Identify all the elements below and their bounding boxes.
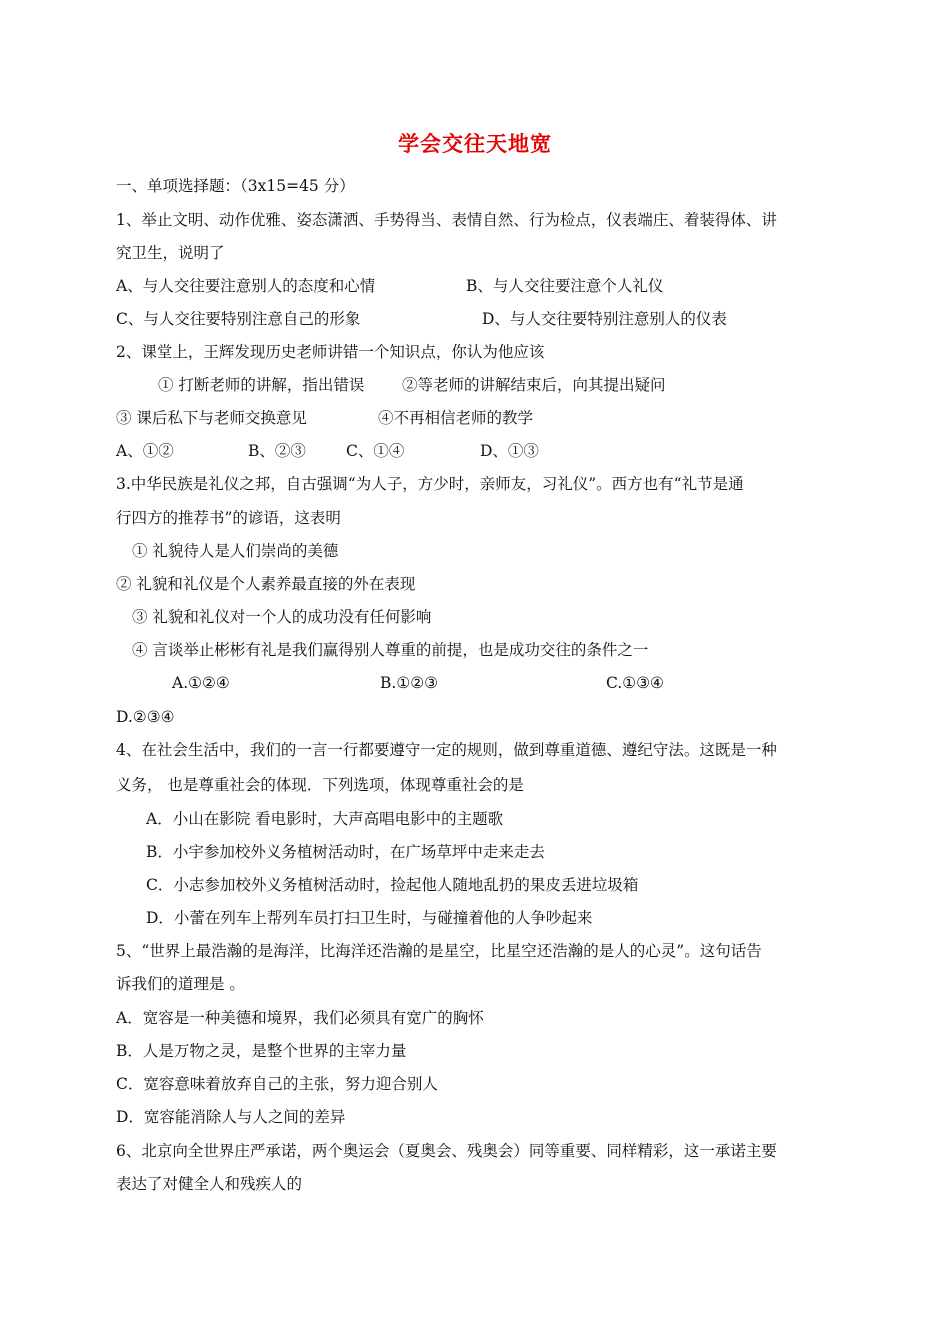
q4-option-c: C．小志参加校外义务植树活动时，捡起他人随地乱扔的果皮丢进垃圾箱 bbox=[146, 876, 639, 894]
q2-option-c: C、①④ bbox=[346, 442, 405, 460]
q4-option-b: B．小宇参加校外义务植树活动时，在广场草坪中走来走去 bbox=[146, 843, 545, 861]
q2-statement-3: ③ 课后私下与老师交换意见 bbox=[116, 409, 307, 427]
q4-option-d: D．小蕾在列车上帮列车员打扫卫生时，与碰撞着他的人争吵起来 bbox=[146, 909, 593, 927]
q2-option-a: A、①② bbox=[116, 442, 174, 460]
q5-option-a: A．宽容是一种美德和境界，我们必须具有宽广的胸怀 bbox=[116, 1009, 484, 1027]
q4-option-a: A．小山在影院 看电影时，大声高唱电影中的主题歌 bbox=[146, 810, 504, 828]
q3-option-c: C.①③④ bbox=[606, 674, 664, 692]
q2-statement-1: ① 打断老师的讲解，指出错误 bbox=[158, 376, 365, 394]
q2-option-d: D、①③ bbox=[480, 442, 539, 460]
q3-stem-line2: 行四方的推荐书”的谚语，这表明 bbox=[116, 509, 341, 527]
q5-stem-line1: 5、“世界上最浩瀚的是海洋，比海洋还浩瀚的是星空，比星空还浩瀚的是人的心灵”。这句话告 bbox=[116, 942, 762, 960]
q1-option-c: C、与人交往要特别注意自己的形象 bbox=[116, 310, 361, 328]
q5-option-c: C．宽容意味着放弃自己的主张，努力迎合别人 bbox=[116, 1075, 438, 1093]
q3-option-d: D.②③④ bbox=[116, 708, 175, 726]
q4-stem-line2: 义务， 也是尊重社会的体现．下列选项，体现尊重社会的是 bbox=[116, 776, 524, 794]
q2-option-b: B、②③ bbox=[248, 442, 306, 460]
q1-option-a: A、与人交往要注意别人的态度和心情 bbox=[116, 277, 376, 295]
q3-option-b: B.①②③ bbox=[380, 674, 439, 692]
q3-statement-3: ③ 礼貌和礼仪对一个人的成功没有任何影响 bbox=[132, 608, 432, 626]
q6-stem-line2: 表达了对健全人和残疾人的 bbox=[116, 1175, 303, 1193]
q2-statement-2: ②等老师的讲解结束后，向其提出疑问 bbox=[402, 376, 666, 394]
q3-statement-4: ④ 言谈举止彬彬有礼是我们赢得别人尊重的前提，也是成功交往的条件之一 bbox=[132, 641, 649, 659]
q4-stem-line1: 4、在社会生活中，我们的一言一行都要遵守一定的规则，做到尊重道德、遵纪守法。这既是一种 bbox=[116, 741, 777, 759]
q3-option-a: A.①②④ bbox=[172, 674, 230, 692]
q1-stem-line1: 1、举止文明、动作优雅、姿态潇洒、手势得当、表情自然、行为检点，仪表端庄、着装得体、讲 bbox=[116, 211, 777, 229]
q5-option-b: B．人是万物之灵，是整个世界的主宰力量 bbox=[116, 1042, 407, 1060]
q2-stem: 2、课堂上，王辉发现历史老师讲错一个知识点，你认为他应该 bbox=[116, 343, 545, 361]
q1-option-b: B、与人交往要注意个人礼仪 bbox=[466, 277, 664, 295]
q3-stem-line1: 3.中华民族是礼仪之邦，自古强调“为人子，方少时，亲师友，习礼仪”。西方也有“礼节是通 bbox=[116, 475, 744, 493]
q6-stem-line1: 6、北京向全世界庄严承诺，两个奥运会（夏奥会、残奥会）同等重要、同样精彩，这一承诺主要 bbox=[116, 1142, 777, 1160]
section-heading: 一、单项选择题：（3x15=45 分） bbox=[116, 177, 355, 195]
q3-statement-1: ① 礼貌待人是人们崇尚的美德 bbox=[132, 542, 339, 560]
q3-statement-2: ② 礼貌和礼仪是个人素养最直接的外在表现 bbox=[116, 575, 416, 593]
q5-option-d: D．宽容能消除人与人之间的差异 bbox=[116, 1108, 346, 1126]
q1-stem-line2: 究卫生，说明了 bbox=[116, 244, 225, 262]
q2-statement-4: ④不再相信老师的教学 bbox=[378, 409, 534, 427]
q1-option-d: D、与人交往要特别注意别人的仪表 bbox=[482, 310, 727, 328]
document-title: 学会交往天地宽 bbox=[398, 131, 552, 156]
q5-stem-line2: 诉我们的道理是 。 bbox=[116, 975, 245, 993]
